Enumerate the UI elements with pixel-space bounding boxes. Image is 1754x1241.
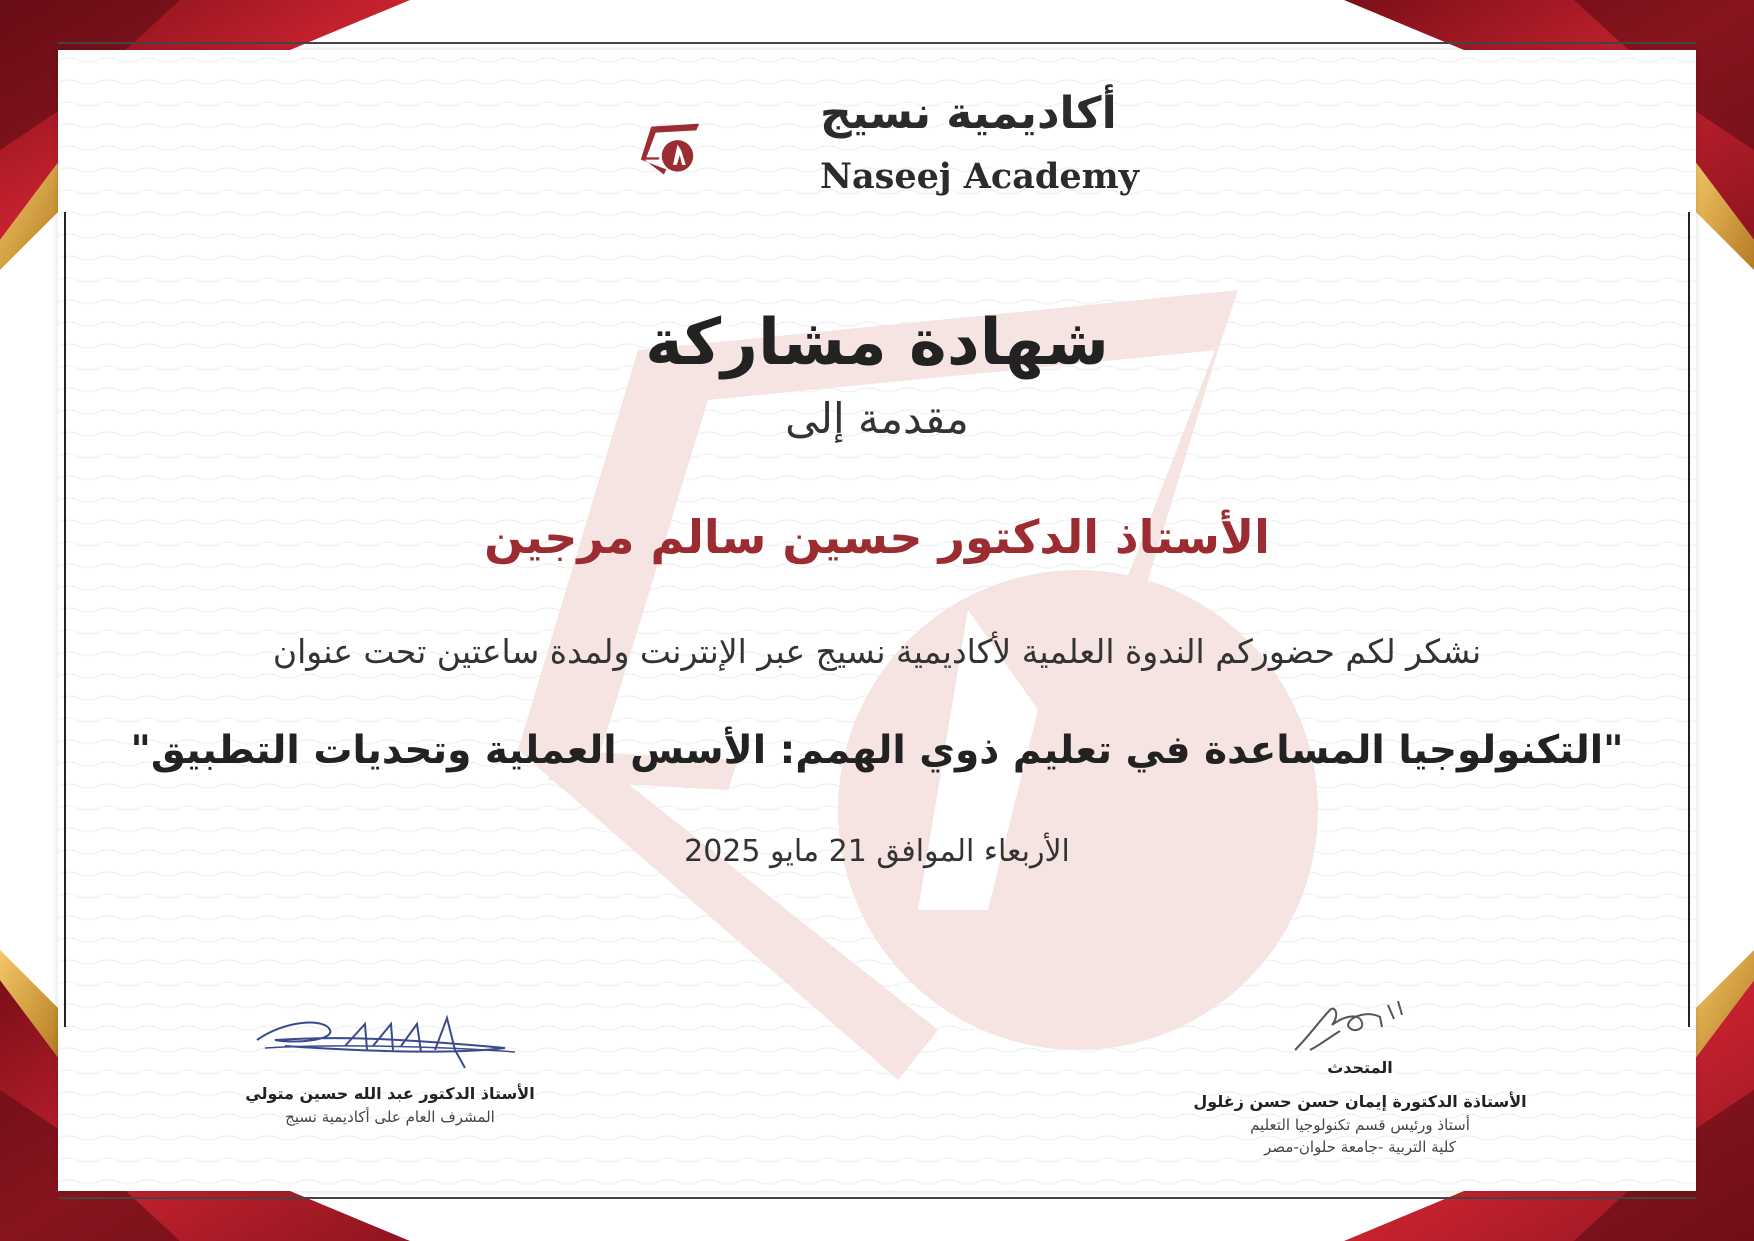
- speaker-title-line2: كلية التربية -جامعة حلوان-مصر: [1264, 1138, 1456, 1156]
- logo-arabic-name: أكاديمية نسيج: [820, 88, 1117, 139]
- thanks-line: نشكر لكم حضوركم الندوة العلمية لأكاديمية نسيج عبر الإنترنت ولمدة ساعتين تحت عنوان: [272, 632, 1482, 671]
- top-border-line: [58, 42, 1696, 44]
- seminar-date: الأربعاء الموافق 21 مايو 2025: [684, 834, 1070, 869]
- supervisor-title: المشرف العام على أكاديمية نسيج: [285, 1108, 495, 1126]
- speaker-title-line1: أستاذ ورئيس قسم تكنولوجيا التعليم: [1250, 1116, 1470, 1134]
- recipient-name: الأستاذ الدكتور حسين سالم مرجين: [484, 510, 1270, 564]
- speaker-label: المتحدث: [1327, 1058, 1393, 1077]
- speaker-signature: [1290, 995, 1420, 1060]
- supervisor-name: الأستاذ الدكتور عبد الله حسين متولي: [245, 1084, 535, 1103]
- logo-english-name: Naseej Academy: [820, 156, 1140, 197]
- speaker-name: الأستاذة الدكتورة إيمان حسن حسن زغلول: [1193, 1092, 1527, 1111]
- speaker-signature-block: [1170, 1090, 1550, 1158]
- naseej-logo-mark: [640, 76, 820, 226]
- supervisor-signature: [255, 1010, 525, 1080]
- certificate-title: شهادة مشاركة: [645, 306, 1109, 380]
- presented-to: مقدمة إلى: [785, 394, 969, 443]
- bottom-border-line: [58, 1197, 1696, 1199]
- seminar-topic: "التكنولوجيا المساعدة في تعليم ذوي الهمم: الأسس العملية وتحديات التطبيق": [130, 728, 1624, 773]
- supervisor-signature-block: [200, 1082, 580, 1128]
